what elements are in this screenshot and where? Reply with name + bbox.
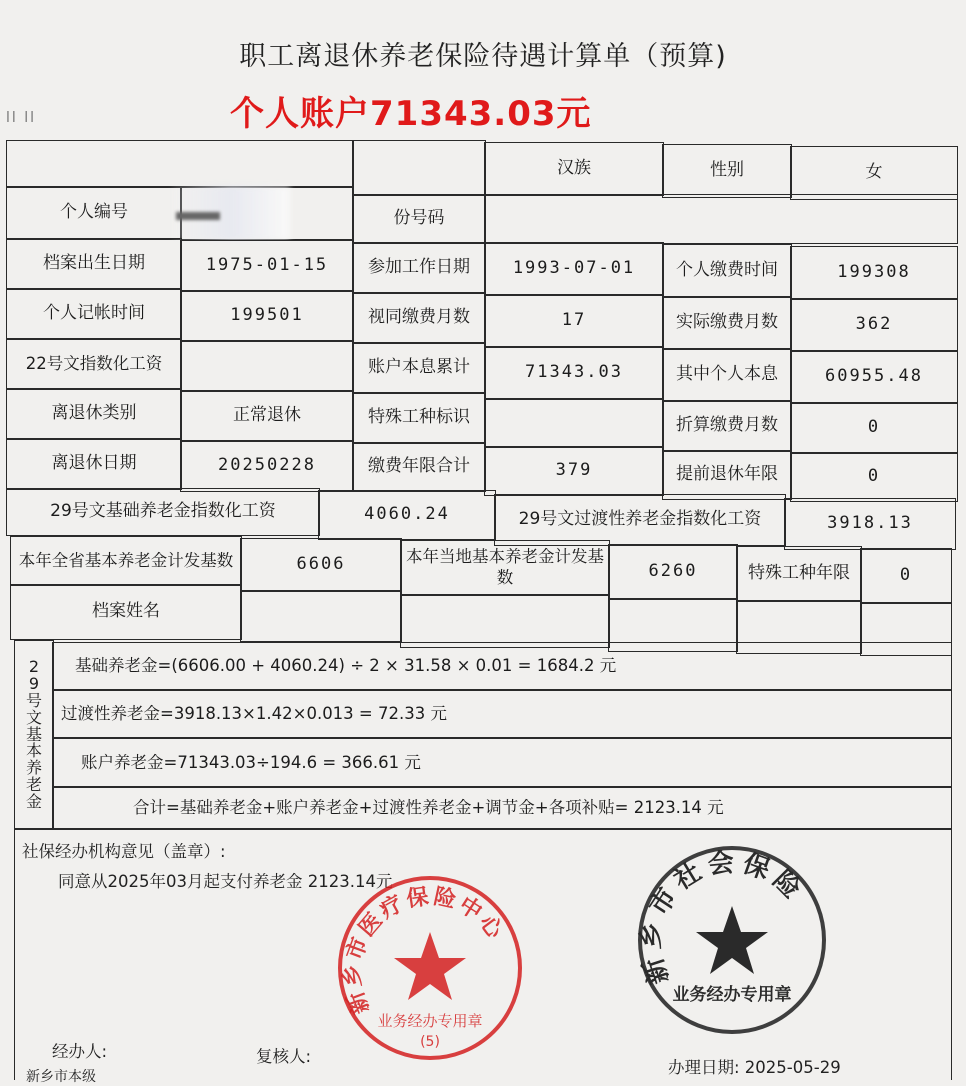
side-char: 养 [25, 758, 42, 778]
retire-type-value: 正常退休 [180, 390, 354, 442]
wage22-label: 22号文指数化工资 [6, 338, 182, 390]
side-char: 金 [25, 791, 42, 811]
account-interest-value: 71343.03 [484, 346, 664, 400]
id-number-label: 份号码 [352, 194, 486, 244]
principal-label: 其中个人本息 [662, 348, 792, 402]
seal1-sub: 业务经办专用章 [377, 1012, 483, 1030]
converted-months-value: 0 [790, 402, 958, 454]
early-retire-label: 提前退休年限 [662, 450, 792, 500]
side-char: 号 [25, 691, 42, 710]
special-years-value: 0 [860, 548, 952, 604]
opinion-text: 同意从2025年03月起支付养老金 2123.14元 [58, 872, 393, 891]
redaction-bar [176, 212, 220, 220]
local-base-label: 本年当地基本养老金计发基数 [400, 540, 610, 596]
blank-c [400, 594, 610, 648]
account-pension-formula: 账户养老金=71343.03÷194.6 = 366.61 元 [52, 738, 952, 788]
special-years-label: 特殊工种年限 [736, 546, 862, 602]
reviewer-label: 复核人: [256, 1047, 312, 1066]
work-start-label: 参加工作日期 [352, 242, 486, 294]
province-base-value: 6606 [240, 538, 402, 592]
side-char: 2 [28, 657, 40, 677]
basic-pension-formula: 基础养老金=(6606.00 + 4060.24) ÷ 2 × 31.58 × 0.01 = 1684.2 元 [52, 642, 952, 690]
personal-id-label: 个人编号 [6, 186, 182, 240]
local-base-value: 6260 [608, 544, 738, 600]
birth-date-label: 档案出生日期 [6, 238, 182, 290]
seal2-ring-text: 新乡市社会保险 [635, 847, 811, 988]
pay-start-value: 199308 [790, 246, 958, 300]
special-job-label: 特殊工种标识 [352, 392, 486, 444]
base-wage29-value: 4060.24 [318, 490, 496, 540]
side-char: 本 [25, 741, 42, 761]
deemed-months-value: 17 [484, 294, 664, 348]
special-job-value [484, 398, 664, 448]
medical-insurance-seal [332, 870, 528, 1066]
retire-date-value: 20250228 [180, 440, 354, 492]
wage22-value [180, 340, 354, 392]
actual-months-value: 362 [790, 298, 958, 352]
cell-blank-b [352, 140, 486, 196]
province-base-label: 本年全省基本养老金计发基数 [10, 536, 242, 586]
side-char: 9 [28, 674, 40, 694]
cell-blank-a [6, 140, 354, 188]
side-char: 文 [25, 707, 42, 727]
seal1-no: (5) [420, 1034, 440, 1050]
svg-text:新乡市社会保险 [635, 847, 812, 987]
seal2-sub: 业务经办专用章 [672, 985, 792, 1005]
total-years-value: 379 [484, 446, 664, 496]
deemed-months-label: 视同缴费月数 [352, 292, 486, 344]
retire-date-label: 离退休日期 [6, 438, 182, 490]
side-char: 基 [25, 724, 42, 744]
opinion-label: 社保经办机构意见（盖章）: [22, 842, 226, 861]
actual-months-label: 实际缴费月数 [662, 296, 792, 350]
doc29-side-label [14, 640, 54, 830]
account-start-label: 个人记帐时间 [6, 288, 182, 340]
account-start-value: 199501 [180, 290, 354, 342]
ethnicity-value: 汉族 [484, 142, 664, 196]
handle-date: 办理日期: 2025-05-29 [668, 1058, 841, 1077]
work-start-value: 1993-07-01 [484, 242, 664, 296]
early-retire-value: 0 [790, 452, 958, 502]
document-title: 职工离退休养老保险待遇计算单（预算) [239, 41, 727, 72]
pay-start-label: 个人缴费时间 [662, 244, 792, 298]
retire-type-label: 离退休类别 [6, 388, 182, 440]
file-name-value [240, 590, 402, 642]
personal-account-headline: 个人账户71343.03元 [230, 94, 592, 134]
star-icon [696, 906, 768, 974]
transition-wage29-label: 29号文过渡性养老金指数化工资 [494, 494, 786, 546]
file-name-label: 档案姓名 [10, 584, 242, 640]
star-icon [394, 932, 466, 1000]
birth-date-value: 1975-01-15 [180, 240, 354, 292]
bottom-text: 新乡市本级 [26, 1069, 96, 1085]
gender-value: 女 [790, 146, 958, 200]
social-insurance-seal [632, 840, 832, 1040]
total-years-label: 缴费年限合计 [352, 442, 486, 492]
id-number-value [484, 194, 958, 244]
base-wage29-label: 29号文基础养老金指数化工资 [6, 488, 320, 536]
transition-wage29-value: 3918.13 [784, 498, 956, 550]
corner-marks: ll ll [6, 110, 37, 126]
handler-label: 经办人: [52, 1042, 108, 1061]
account-interest-label: 账户本息累计 [352, 342, 486, 394]
principal-value: 60955.48 [790, 350, 958, 404]
total-pension-formula: 合计=基础养老金+账户养老金+过渡性养老金+调节金+各项补贴= 2123.14 元 [52, 786, 952, 830]
converted-months-label: 折算缴费月数 [662, 400, 792, 452]
gender-label: 性别 [662, 144, 792, 198]
seal1-ring-text: 新乡市医疗保险中心 [340, 884, 509, 1018]
side-char: 老 [25, 774, 42, 794]
transition-pension-formula: 过渡性养老金=3918.13×1.42×0.013 = 72.33 元 [52, 690, 952, 738]
